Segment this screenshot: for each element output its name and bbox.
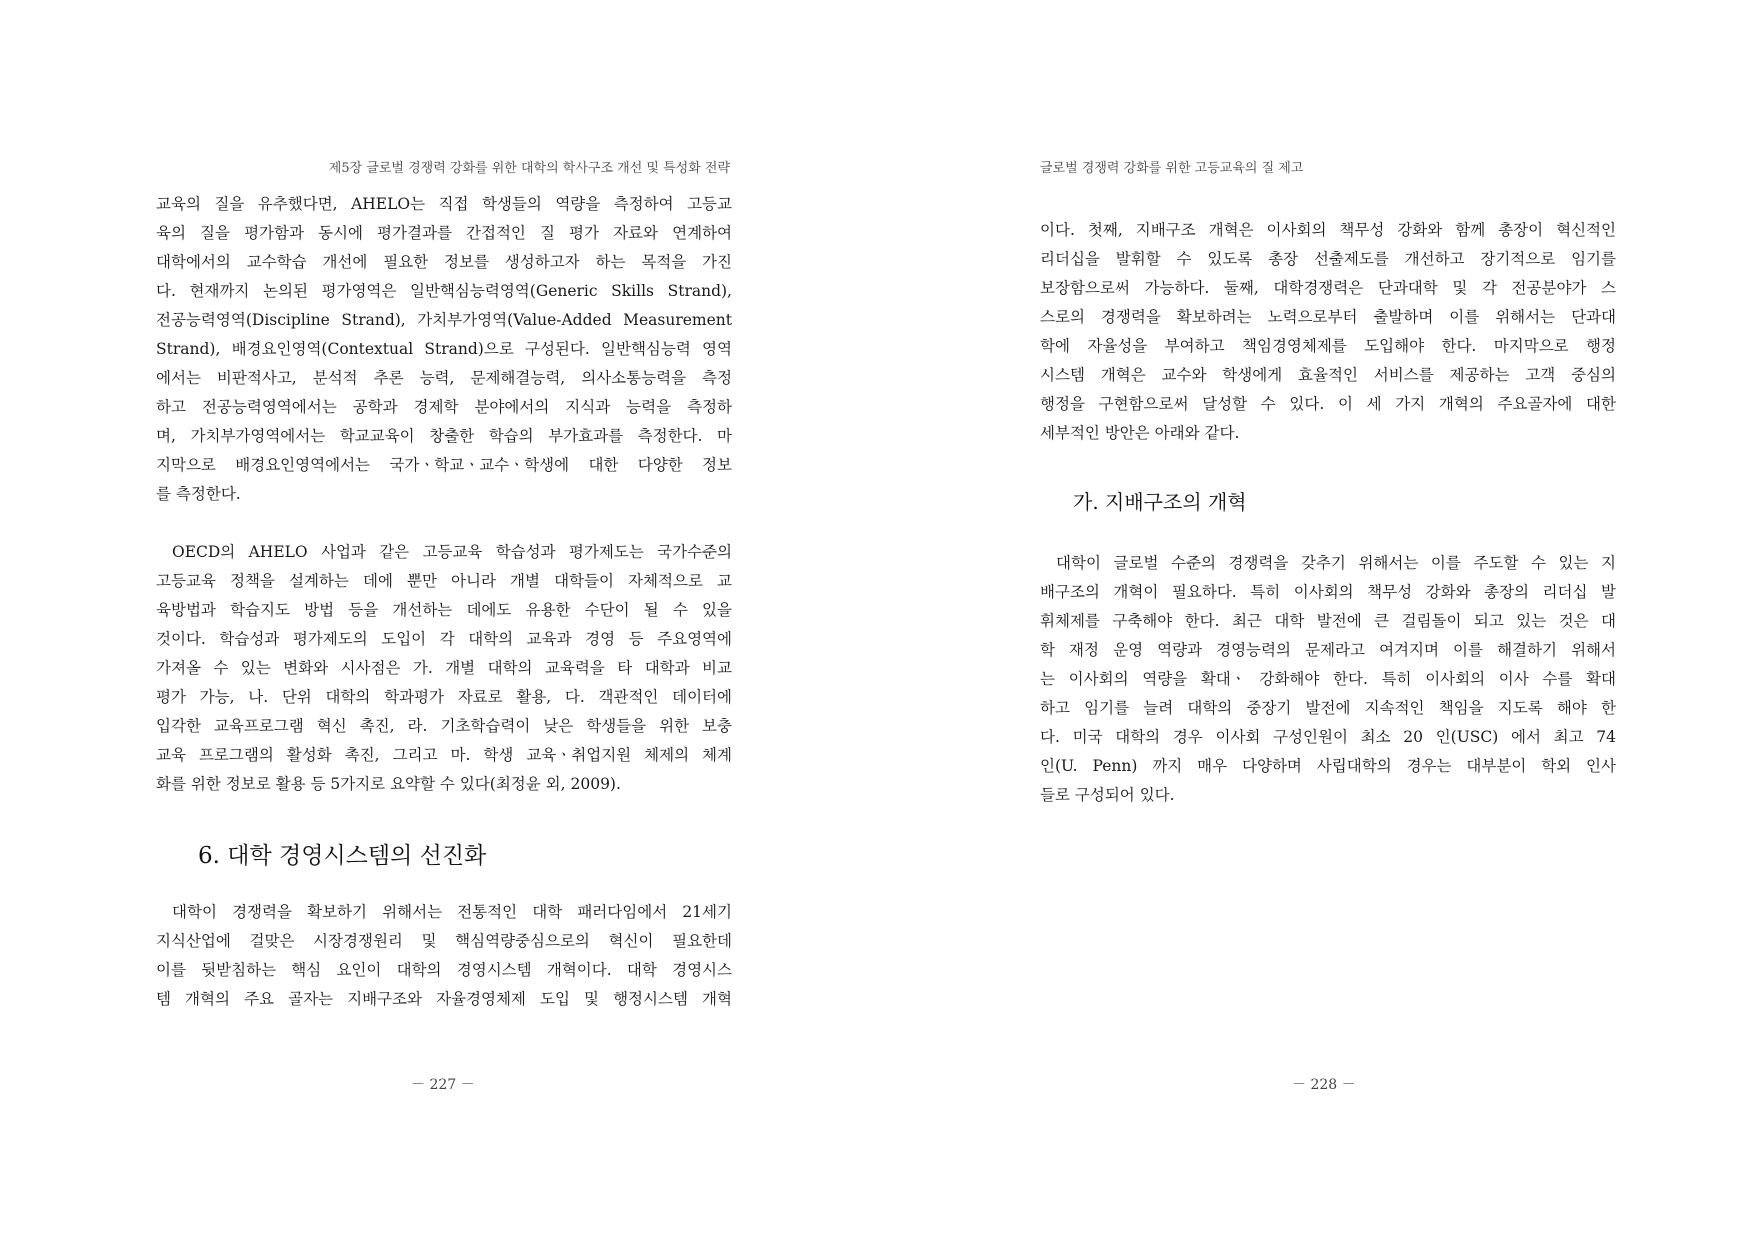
text-line: 휘체제를 구축해야 한다. 최근 대학 발전에 큰 걸림돌이 되고 있는 것은 대 [1040,612,1616,630]
body-paragraph [1040,549,1616,810]
text-line: 하고 전공능력영역에서는 공학과 경제학 분야에서의 지식과 능력을 측정하 [156,398,732,416]
text-line: 대학이 경쟁력을 확보하기 위해서는 전통적인 대학 패러다임에서 21세기 [172,903,732,921]
text-line: 가져올 수 있는 변화와 시사점은 가. 개별 대학의 교육력을 타 대학과 비교 [156,659,732,677]
text-line: 화를 위한 정보로 활용 등 5가지로 요약할 수 있다(최정윤 외, 2009). [156,775,621,793]
text-line: 지식산업에 걸맞은 시장경쟁원리 및 핵심역량중심으로의 혁신이 필요한데 [156,932,732,950]
text-line: 에서는 비판적사고, 분석적 추론 능력, 문제해결능력, 의사소통능력을 측정 [156,369,732,387]
text-line: 평가 가능, 나. 단위 대학의 학과평가 자료로 활용, 다. 객관적인 데이터에 [156,688,732,706]
text-line: 시스템 개혁은 교수와 학생에게 효율적인 서비스를 제공하는 고객 중심의 [1040,366,1616,384]
text-line: 대학에서의 교수학습 개선에 필요한 정보를 생성하고자 하는 목적을 가진 [156,253,732,271]
body-paragraph [1040,216,1616,448]
body-paragraph [156,898,732,1014]
body-paragraph [156,538,732,799]
text-line: 행정을 구현함으로써 달성할 수 있다. 이 세 가지 개혁의 주요골자에 대한 [1040,395,1616,413]
text-line: 이를 뒷받침하는 핵심 요인이 대학의 경영시스템 개혁이다. 대학 경영시스 [156,961,732,979]
text-line: 지막으로 배경요인영역에서는 국가ㆍ학교ㆍ교수ㆍ학생에 대한 다양한 정보 [156,456,732,474]
text-line: 인(U. Penn) 까지 매우 다양하며 사립대학의 경우는 대부분이 학외 인사 [1040,757,1616,775]
right-page [877,0,1753,1240]
text-line: 들로 구성되어 있다. [1040,786,1175,804]
section-heading: 가. 지배구조의 개혁 [1073,490,1247,514]
text-line: 이다. 첫째, 지배구조 개혁은 이사회의 책무성 강화와 함께 총장이 혁신적인 [1040,221,1616,239]
text-line: 교육의 질을 유추했다면, AHELO는 직접 학생들의 역량을 측정하여 고등교 [156,195,732,213]
text-line: 스로의 경쟁력을 확보하려는 노력으로부터 출발하며 이를 위해서는 단과대 [1040,308,1616,326]
text-line: 세부적인 방안은 아래와 같다. [1040,424,1240,442]
text-line: 템 개혁의 주요 골자는 지배구조와 자율경영체제 도입 및 행정시스템 개혁 [156,990,732,1008]
text-line: 전공능력영역(Discipline Strand), 가치부가영역(Value-Added Measurement [156,311,732,329]
left-page [0,0,876,1240]
text-line: 육의 질을 평가함과 동시에 평가결과를 간접적인 질 평가 자료와 연계하여 [156,224,732,242]
running-header: 글로벌 경쟁력 강화를 위한 고등교육의 질 제고 [1040,161,1304,176]
text-line: 고등교육 정책을 설계하는 데에 뿐만 아니라 개별 대학들이 자체적으로 교 [156,572,732,590]
text-line: 입각한 교육프로그램 혁신 촉진, 라. 기초학습력이 낮은 학생들을 위한 보충 [156,717,732,735]
text-line: 교육 프로그램의 활성화 촉진, 그리고 마. 학생 교육ㆍ취업지원 체제의 체계 [156,746,732,764]
text-line: 며, 가치부가영역에서는 학교교육이 창출한 학습의 부가효과를 측정한다. 마 [156,427,732,445]
text-line: 다. 미국 대학의 경우 이사회 구성인원이 최소 20 인(USC) 에서 최고 74 [1040,728,1616,746]
text-line: 배구조의 개혁이 필요하다. 특히 이사회의 책무성 강화와 총장의 리더십 발 [1040,583,1616,601]
text-line: 것이다. 학습성과 평가제도의 도입이 각 대학의 교육과 경영 등 주요영역에 [156,630,732,648]
running-header: 제5장 글로벌 경쟁력 강화를 위한 대학의 학사구조 개선 및 특성화 전략 [328,161,730,176]
text-line: 다. 현재까지 논의된 평가영역은 일반핵심능력영역(Generic Skills Strand), [156,282,732,300]
section-heading: 6. 대학 경영시스템의 선진화 [198,843,487,869]
text-line: 리더십을 발휘할 수 있도록 총장 선출제도를 개선하고 장기적으로 임기를 [1040,250,1616,268]
page-number: － 227 － [411,1077,475,1093]
page-number: － 228 － [1292,1077,1356,1093]
text-line: Strand), 배경요인영역(Contextual Strand)으로 구성된다. 일반핵심능력 영역 [156,340,732,358]
text-line: 대학이 글로벌 수준의 경쟁력을 갖추기 위해서는 이를 주도할 수 있는 지 [1056,554,1616,572]
text-line: 학 재정 운영 역량과 경영능력의 문제라고 여겨지며 이를 해결하기 위해서 [1040,641,1616,659]
text-line: 는 이사회의 역량을 확대ㆍ 강화해야 한다. 특히 이사회의 이사 수를 확대 [1040,670,1616,688]
text-line: 를 측정한다. [156,485,241,503]
body-paragraph [156,190,732,509]
text-line: 보장함으로써 가능하다. 둘째, 대학경쟁력은 단과대학 및 각 전공분야가 스 [1040,279,1616,297]
text-line: 학에 자율성을 부여하고 책임경영체제를 도입해야 한다. 마지막으로 행정 [1040,337,1616,355]
text-line: OECD의 AHELO 사업과 같은 고등교육 학습성과 평가제도는 국가수준의 [172,543,732,561]
text-line: 하고 임기를 늘려 대학의 중장기 발전에 지속적인 책임을 지도록 해야 한 [1040,699,1616,717]
text-line: 육방법과 학습지도 방법 등을 개선하는 데에도 유용한 수단이 될 수 있을 [156,601,732,619]
